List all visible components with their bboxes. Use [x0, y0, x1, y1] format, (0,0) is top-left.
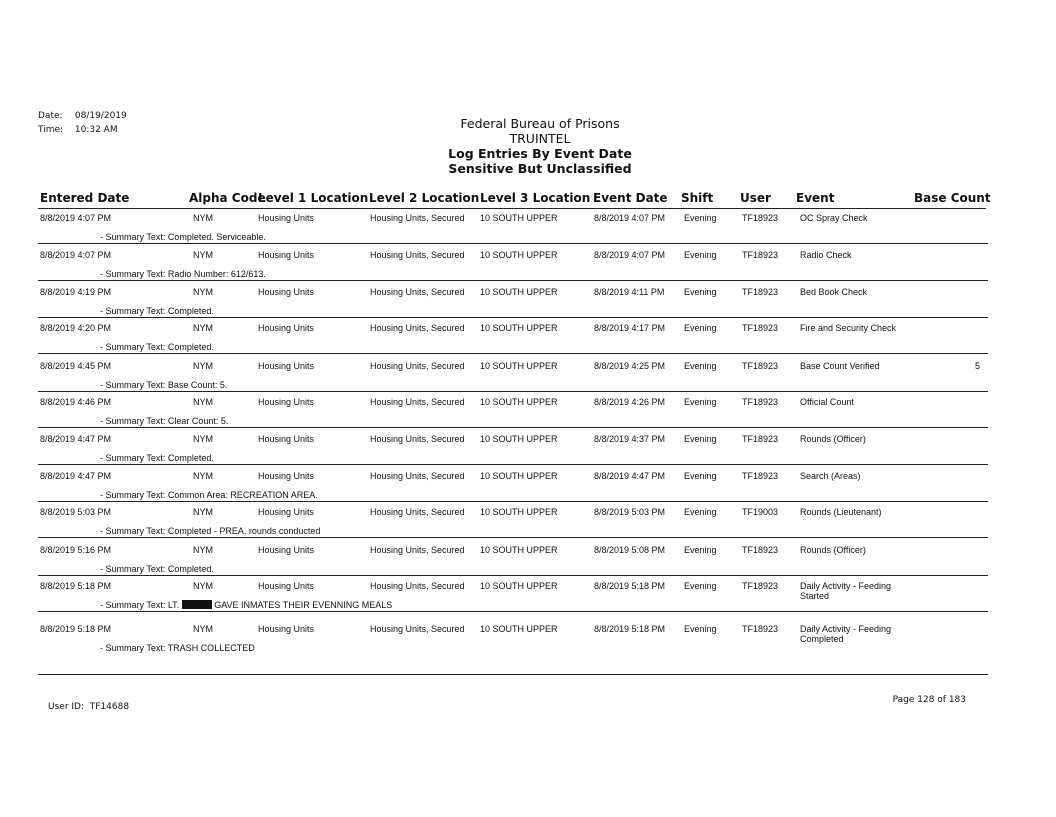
- report-title-block: [380, 116, 700, 176]
- cell-entered-date: 8/8/2019 5:16 PM: [40, 545, 112, 555]
- cell-level2: Housing Units, Secured: [370, 471, 465, 481]
- cell-event-date: 8/8/2019 5:18 PM: [594, 624, 666, 634]
- footer-user-label: User ID:: [48, 702, 84, 712]
- table-row: [0, 250, 1056, 287]
- cell-level2: Housing Units, Secured: [370, 250, 465, 260]
- cell-level2: Housing Units, Secured: [370, 361, 465, 371]
- cell-event: Bed Book Check: [800, 287, 868, 297]
- cell-level1: Housing Units: [258, 397, 315, 407]
- cell-level2: Housing Units, Secured: [370, 581, 465, 591]
- cell-level2: Housing Units, Secured: [370, 434, 465, 444]
- cell-shift: Evening: [684, 507, 717, 517]
- row-divider: [38, 575, 988, 576]
- cell-level3: 10 SOUTH UPPER: [480, 361, 558, 371]
- table-row: [0, 361, 1056, 398]
- row-divider: [38, 611, 988, 612]
- cell-event-date: 8/8/2019 4:26 PM: [594, 397, 666, 407]
- cell-alpha-code: NYM: [193, 250, 213, 260]
- table-row: [0, 624, 1056, 661]
- cell-user: TF18923: [742, 213, 779, 223]
- cell-level2: Housing Units, Secured: [370, 507, 465, 517]
- cell-user: TF18923: [742, 471, 779, 481]
- cell-alpha-code: NYM: [193, 361, 213, 371]
- row-divider: [38, 391, 988, 392]
- cell-level3: 10 SOUTH UPPER: [480, 213, 558, 223]
- cell-alpha-code: NYM: [193, 581, 213, 591]
- report-time: [38, 125, 118, 135]
- date-value: 08/19/2019: [74, 111, 127, 121]
- cell-level3: 10 SOUTH UPPER: [480, 624, 558, 634]
- cell-level1: Housing Units: [258, 434, 315, 444]
- cell-event-date: 8/8/2019 4:17 PM: [594, 323, 666, 333]
- summary-text: - Summary Text: Completed.: [100, 564, 214, 574]
- cell-event-date: 8/8/2019 5:18 PM: [594, 581, 666, 591]
- report-name: Log Entries By Event Date: [448, 146, 632, 161]
- cell-level1: Housing Units: [258, 213, 315, 223]
- col-level3-location: Level 3 Location: [480, 191, 591, 205]
- cell-shift: Evening: [684, 581, 717, 591]
- summary-text: - Summary Text: Completed.: [100, 453, 214, 463]
- cell-event-date: 8/8/2019 4:37 PM: [594, 434, 666, 444]
- col-shift: Shift: [681, 191, 714, 205]
- cell-level1: Housing Units: [258, 287, 315, 297]
- row-divider: [38, 317, 988, 318]
- cell-entered-date: 8/8/2019 4:20 PM: [40, 323, 112, 333]
- cell-entered-date: 8/8/2019 5:03 PM: [40, 507, 112, 517]
- col-level2-location: Level 2 Location: [369, 191, 480, 205]
- summary-text: - Summary Text: Completed.: [100, 306, 214, 316]
- col-user: User: [740, 191, 771, 205]
- table-row: [0, 581, 1056, 618]
- col-event: Event: [796, 191, 835, 205]
- cell-level1: Housing Units: [258, 507, 315, 517]
- cell-shift: Evening: [684, 213, 717, 223]
- cell-level1: Housing Units: [258, 581, 315, 591]
- summary-text-post: GAVE INMATES THEIR EVENNING MEALS: [214, 600, 393, 610]
- row-divider: [38, 280, 988, 281]
- cell-event-date: 8/8/2019 4:07 PM: [594, 213, 666, 223]
- col-level1-location: Level 1 Location: [258, 191, 369, 205]
- cell-user: TF19003: [742, 507, 779, 517]
- classification-label: Sensitive But Unclassified: [448, 161, 632, 176]
- cell-event: Search (Areas): [800, 471, 861, 481]
- cell-level2: Housing Units, Secured: [370, 624, 465, 634]
- col-base-count: Base Count: [914, 191, 991, 205]
- page-number: Page 128 of 183: [892, 695, 966, 705]
- cell-shift: Evening: [684, 397, 717, 407]
- cell-event-date: 8/8/2019 4:07 PM: [594, 250, 666, 260]
- cell-alpha-code: NYM: [193, 323, 213, 333]
- cell-entered-date: 8/8/2019 4:07 PM: [40, 213, 112, 223]
- cell-shift: Evening: [684, 624, 717, 634]
- cell-level1: Housing Units: [258, 471, 315, 481]
- cell-event: Fire and Security Check: [800, 323, 897, 333]
- cell-entered-date: 8/8/2019 4:47 PM: [40, 471, 112, 481]
- summary-text: - Summary Text: Radio Number: 612/613.: [100, 269, 266, 279]
- cell-level2: Housing Units, Secured: [370, 287, 465, 297]
- cell-alpha-code: NYM: [193, 471, 213, 481]
- cell-level3: 10 SOUTH UPPER: [480, 323, 558, 333]
- cell-event: Rounds (Officer): [800, 545, 866, 555]
- cell-user: TF18923: [742, 624, 779, 634]
- cell-level3: 10 SOUTH UPPER: [480, 471, 558, 481]
- table-row: [0, 471, 1056, 508]
- table-row: [0, 397, 1056, 434]
- row-divider: [38, 537, 988, 538]
- cell-shift: Evening: [684, 434, 717, 444]
- cell-alpha-code: NYM: [193, 287, 213, 297]
- cell-entered-date: 8/8/2019 4:47 PM: [40, 434, 112, 444]
- cell-shift: Evening: [684, 287, 717, 297]
- cell-level1: Housing Units: [258, 361, 315, 371]
- cell-level1: Housing Units: [258, 624, 315, 634]
- cell-user: TF18923: [742, 323, 779, 333]
- row-divider: [38, 427, 988, 428]
- cell-level3: 10 SOUTH UPPER: [480, 434, 558, 444]
- cell-level1: Housing Units: [258, 545, 315, 555]
- summary-text: - Summary Text: Clear Count: 5.: [100, 416, 229, 426]
- cell-shift: Evening: [684, 361, 717, 371]
- cell-event-date: 8/8/2019 4:47 PM: [594, 471, 666, 481]
- cell-entered-date: 8/8/2019 4:46 PM: [40, 397, 112, 407]
- cell-shift: Evening: [684, 545, 717, 555]
- summary-text: - Summary Text: Completed - PREA. rounds conducted: [100, 526, 321, 536]
- summary-text: - Summary Text: Common Area: RECREATION AREA.: [100, 490, 318, 500]
- cell-event: OC Spray Check: [800, 213, 868, 223]
- summary-text: - Summary Text: Completed.: [100, 342, 214, 352]
- footer-user-id: [48, 702, 129, 712]
- cell-level3: 10 SOUTH UPPER: [480, 287, 558, 297]
- org-name: Federal Bureau of Prisons: [460, 116, 620, 131]
- cell-event: Official Count: [800, 397, 854, 407]
- cell-alpha-code: NYM: [193, 397, 213, 407]
- cell-user: TF18923: [742, 287, 779, 297]
- cell-user: TF18923: [742, 250, 779, 260]
- summary-text: - Summary Text: Completed. Serviceable.: [100, 232, 266, 242]
- cell-user: TF18923: [742, 434, 779, 444]
- cell-user: TF18923: [742, 545, 779, 555]
- date-label: Date:: [38, 111, 63, 121]
- cell-user: TF18923: [742, 361, 779, 371]
- cell-level3: 10 SOUTH UPPER: [480, 397, 558, 407]
- table-row: [0, 213, 1056, 250]
- cell-user: TF18923: [742, 581, 779, 591]
- cell-event: Rounds (Lieutenant): [800, 507, 882, 517]
- cell-event: Rounds (Officer): [800, 434, 866, 444]
- row-divider: [38, 353, 988, 354]
- summary-text: - Summary Text: Base Count: 5.: [100, 380, 228, 390]
- row-divider: [38, 674, 988, 675]
- cell-level3: 10 SOUTH UPPER: [480, 581, 558, 591]
- cell-event-date: 8/8/2019 5:08 PM: [594, 545, 666, 555]
- cell-level2: Housing Units, Secured: [370, 213, 465, 223]
- summary-text: - Summary Text: TRASH COLLECTED: [100, 643, 255, 653]
- cell-level3: 10 SOUTH UPPER: [480, 545, 558, 555]
- cell-level1: Housing Units: [258, 250, 315, 260]
- cell-alpha-code: NYM: [193, 434, 213, 444]
- cell-alpha-code: NYM: [193, 624, 213, 634]
- cell-alpha-code: NYM: [193, 545, 213, 555]
- header-divider: [38, 208, 986, 209]
- cell-base-count: 5: [974, 361, 980, 371]
- cell-level2: Housing Units, Secured: [370, 545, 465, 555]
- time-label: Time:: [38, 125, 64, 135]
- col-event-date: Event Date: [593, 191, 668, 205]
- cell-entered-date: 8/8/2019 5:18 PM: [40, 581, 112, 591]
- cell-level2: Housing Units, Secured: [370, 397, 465, 407]
- summary-text-pre: - Summary Text: LT.: [100, 600, 180, 610]
- time-value: 10:32 AM: [74, 125, 118, 135]
- cell-event: Daily Activity - Feeding Completed: [800, 624, 892, 644]
- table-row: [0, 434, 1056, 471]
- cell-shift: Evening: [684, 323, 717, 333]
- system-name: TRUINTEL: [509, 131, 571, 146]
- table-row: [0, 545, 1056, 582]
- cell-event: Daily Activity - Feeding Started: [800, 581, 892, 601]
- cell-event-date: 8/8/2019 5:03 PM: [594, 507, 666, 517]
- cell-level1: Housing Units: [258, 323, 315, 333]
- table-row: [0, 507, 1056, 544]
- cell-user: TF18923: [742, 397, 779, 407]
- cell-entered-date: 8/8/2019 4:19 PM: [40, 287, 112, 297]
- cell-event-date: 8/8/2019 4:25 PM: [594, 361, 666, 371]
- report-date: [38, 111, 127, 121]
- cell-entered-date: 8/8/2019 5:18 PM: [40, 624, 112, 634]
- cell-alpha-code: NYM: [193, 507, 213, 517]
- row-divider: [38, 501, 988, 502]
- table-row: [0, 323, 1056, 360]
- col-entered-date: Entered Date: [40, 191, 130, 205]
- cell-alpha-code: NYM: [193, 213, 213, 223]
- cell-level2: Housing Units, Secured: [370, 323, 465, 333]
- footer-user-value: TF14688: [89, 702, 130, 712]
- col-alpha-code: Alpha Code: [189, 191, 266, 205]
- cell-event: Base Count Verified: [800, 361, 880, 371]
- cell-level3: 10 SOUTH UPPER: [480, 250, 558, 260]
- cell-shift: Evening: [684, 471, 717, 481]
- cell-shift: Evening: [684, 250, 717, 260]
- row-divider: [38, 464, 988, 465]
- cell-event-date: 8/8/2019 4:11 PM: [594, 287, 665, 297]
- summary-text: [100, 600, 392, 610]
- row-divider: [38, 243, 988, 244]
- cell-entered-date: 8/8/2019 4:07 PM: [40, 250, 112, 260]
- cell-level3: 10 SOUTH UPPER: [480, 507, 558, 517]
- redaction-block: [182, 600, 212, 609]
- table-row: [0, 287, 1056, 324]
- cell-entered-date: 8/8/2019 4:45 PM: [40, 361, 112, 371]
- cell-event: Radio Check: [800, 250, 852, 260]
